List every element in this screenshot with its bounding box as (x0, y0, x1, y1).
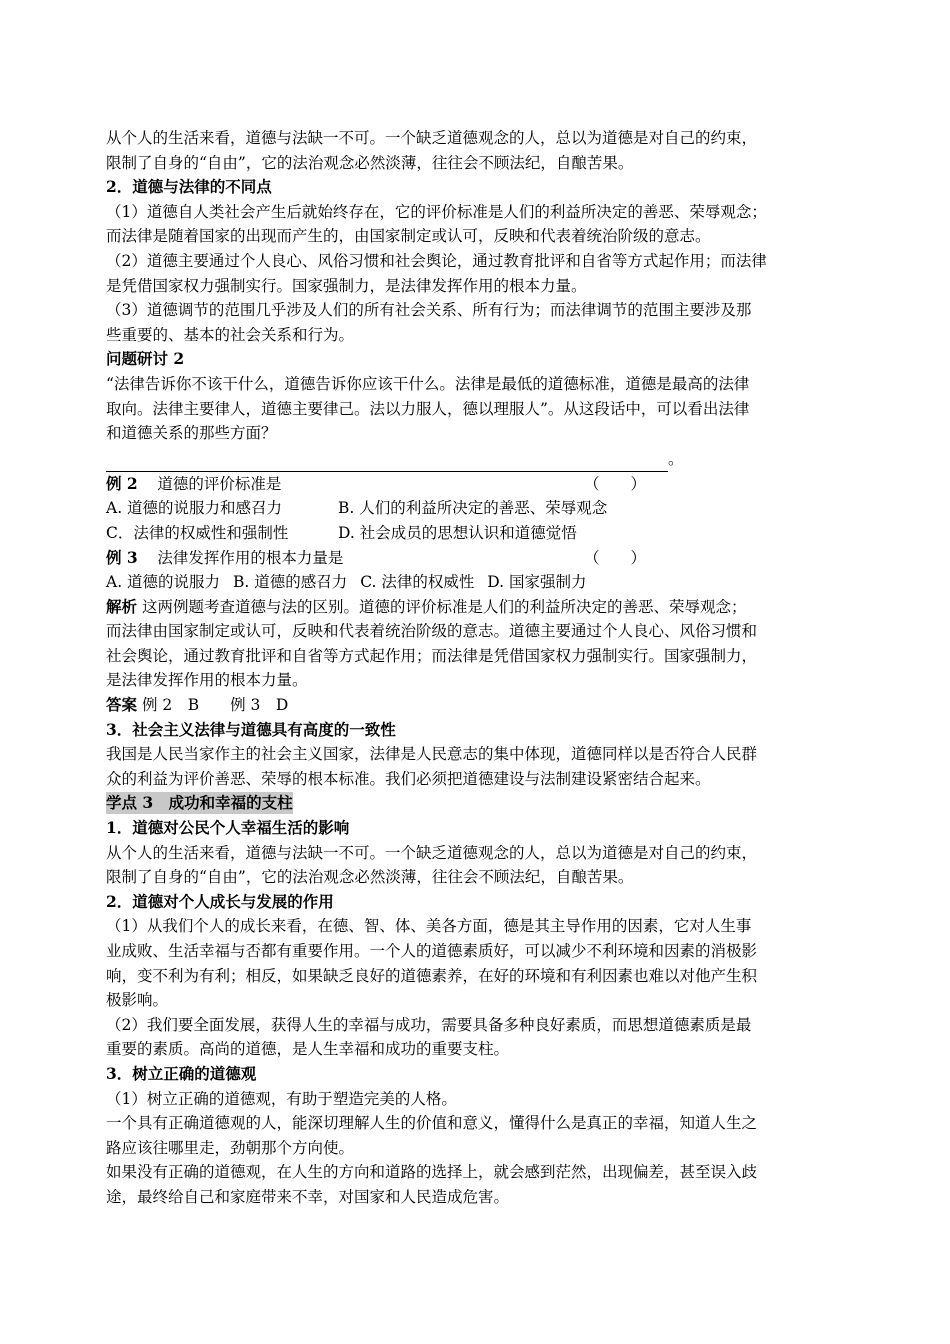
text-line: （1）从我们个人的成长来看，在德、智、体、美各方面，德是其主导作用的因素，它对人生事 (106, 917, 752, 936)
example-2-paren: （ ） (583, 474, 646, 493)
influence-paragraph (106, 841, 826, 890)
correct-morality-paragraph (106, 1087, 826, 1210)
option-d: D. 社会成员的思想认识和道德觉悟 (338, 523, 577, 542)
example-2-question (106, 472, 646, 497)
text-line (106, 595, 826, 620)
example-3-question (106, 546, 646, 571)
heading-growth: 2．道德对个人成长与发展的作用 (106, 891, 334, 911)
text-line: 重要的素质。高尚的道德，是人生幸福和成功的重要支柱。 (106, 1040, 510, 1059)
text-line: 响，变不利为有利；相反，如果缺乏良好的道德素养，在好的环境和有利因素也难以对他产生积 (106, 966, 758, 985)
text-line: 路应该往哪里走，劲朝那个方向使。 (106, 1138, 355, 1157)
text-line: （1）道德自人类社会产生后就始终存在，它的评价标准是人们的利益所决定的善恶、荣辱观念； (106, 202, 767, 221)
text-line: （1）树立正确的道德观，有助于塑造完美的人格。 (106, 1089, 457, 1108)
text-line: 而法律是随着国家的出现而产生的，由国家制定或认可，反映和代表着统治阶级的意志。 (106, 227, 711, 246)
answer-label: 答案 (106, 695, 138, 715)
example-3-label: 例 3 (106, 547, 138, 567)
text-line: 社会舆论，通过教育批评和自省等方式起作用；而法律是凭借国家权力强制实行。国家强制力， (106, 646, 758, 665)
text-line: 途，最终给自己和家庭带来不幸，对国家和人民造成危害。 (106, 1187, 510, 1206)
option-c: C．法律的权威性和强制性 (106, 523, 289, 542)
example-3-stem: 法律发挥作用的根本力量是 (157, 548, 344, 567)
example-2-stem: 道德的评价标准是 (157, 474, 282, 493)
example-2-label: 例 2 (106, 473, 138, 493)
text-line: 取向。法律主要律人，道德主要律己。法以力服人，德以理服人”。从这段话中，可以看出法律 (106, 399, 750, 418)
example-2-options-row-2 (106, 521, 826, 546)
text-line: （3）道德调节的范围几乎涉及人们的所有社会关系、所有行为；而法律调节的范围主要涉及那 (106, 301, 752, 320)
text-line: 众的利益为评价善恶、荣辱的根本标准。我们必须把道德建设与法制建设紧密结合起来。 (106, 769, 711, 788)
text-line: 从个人的生活来看，道德与法缺一不可。一个缺乏道德观念的人，总以为道德是对自己的约束， (106, 129, 758, 147)
text-line: 和道德关系的那些方面？ (106, 424, 277, 443)
text-line: 业成败、生活幸福与否都有重要作用。一个人的道德素质好，可以减少不利环境和因素的消极影 (106, 942, 758, 960)
heading-correct-morality: 3．树立正确的道德观 (106, 1063, 257, 1083)
text-line: 从个人的生活来看，道德与法缺一不可。一个缺乏道德观念的人，总以为道德是对自己的约束， (106, 843, 758, 862)
heading-influence: 1．道德对公民个人幸福生活的影响 (106, 818, 350, 838)
intro-paragraph (106, 126, 826, 175)
text-line: 而法律由国家制定或认可，反映和代表着统治阶级的意志。道德主要通过个人良心、风俗习惯和 (106, 622, 758, 641)
analysis-label: 解析 (106, 596, 138, 616)
option-b: B. 道德的感召力 (233, 573, 348, 592)
point-3-title: 学点 3 成功和幸福的支柱 (106, 793, 293, 813)
text-line: 一个具有正确道德观的人，能深切理解人生的价值和意义，懂得什么是真正的幸福，知道人生之 (106, 1114, 758, 1133)
example-2 (106, 472, 826, 546)
text-line: 极影响。 (106, 991, 169, 1010)
document-page (106, 126, 826, 1210)
answer-blank[interactable] (106, 446, 826, 472)
example-3-options (106, 570, 826, 595)
section-heading-point-3 (106, 791, 826, 816)
example-3 (106, 546, 826, 595)
answer-period: 。 (668, 450, 684, 469)
answer-rule (106, 453, 668, 472)
text-line: （2）道德主要通过个人良心、风俗习惯和社会舆论，通过教育批评和自省等方式起作用；而法律 (106, 251, 767, 270)
example-3-paren: （ ） (583, 548, 646, 567)
growth-paragraph (106, 914, 826, 1062)
option-a: A. 道德的说服力和感召力 (106, 499, 283, 518)
heading-unity: 3．社会主义法律与道德具有高度的一致性 (106, 719, 396, 739)
text-line: 是凭借国家权力强制实行。国家强制力，是法律发挥作用的根本力量。 (106, 276, 587, 295)
option-d: D. 国家强制力 (487, 573, 587, 592)
option-b: B. 人们的利益所决定的善恶、荣辱观念 (338, 499, 608, 518)
difference-paragraph (106, 200, 826, 348)
text-line: “法律告诉你不该干什么，道德告诉你应该干什么。法律是最低的道德标准，道德是最高的法律 (106, 374, 750, 393)
unity-paragraph (106, 742, 826, 791)
answer-text: 例 2 B 例 3 D (141, 696, 289, 715)
option-a: A. 道德的说服力 (106, 573, 221, 592)
text-line: 限制了自身的“自由”，它的法治观念必然淡薄，往往会不顾法纪，自酿苦果。 (106, 868, 634, 887)
text-line: 我国是人民当家作主的社会主义国家，法律是人民意志的集中体现，道德同样以是否符合人民群 (106, 745, 758, 764)
text-line: （2）我们要全面发展，获得人生的幸福与成功，需要具备多种良好素质，而思想道德素质是最 (106, 1015, 752, 1034)
analysis-text: 这两例题考查道德与法的区别。道德的评价标准是人们的利益所决定的善恶、荣辱观念； (141, 597, 747, 616)
heading-question-2: 问题研讨 2 (106, 349, 185, 369)
text-line: 限制了自身的“自由”，它的法治观念必然淡薄，往往会不顾法纪，自酿苦果。 (106, 153, 634, 172)
heading-difference: 2．道德与法律的不同点 (106, 177, 272, 197)
question-2-paragraph (106, 372, 826, 472)
answer (106, 693, 826, 718)
text-line: 些重要的、基本的社会关系和行为。 (106, 325, 355, 344)
option-c: C. 法律的权威性 (360, 573, 475, 592)
text-line: 如果没有正确的道德观，在人生的方向和道路的选择上，就会感到茫然，出现偏差，甚至误入歧 (106, 1163, 758, 1182)
example-2-options-row-1 (106, 496, 826, 521)
analysis (106, 595, 826, 693)
text-line: 是法律发挥作用的根本力量。 (106, 671, 308, 690)
